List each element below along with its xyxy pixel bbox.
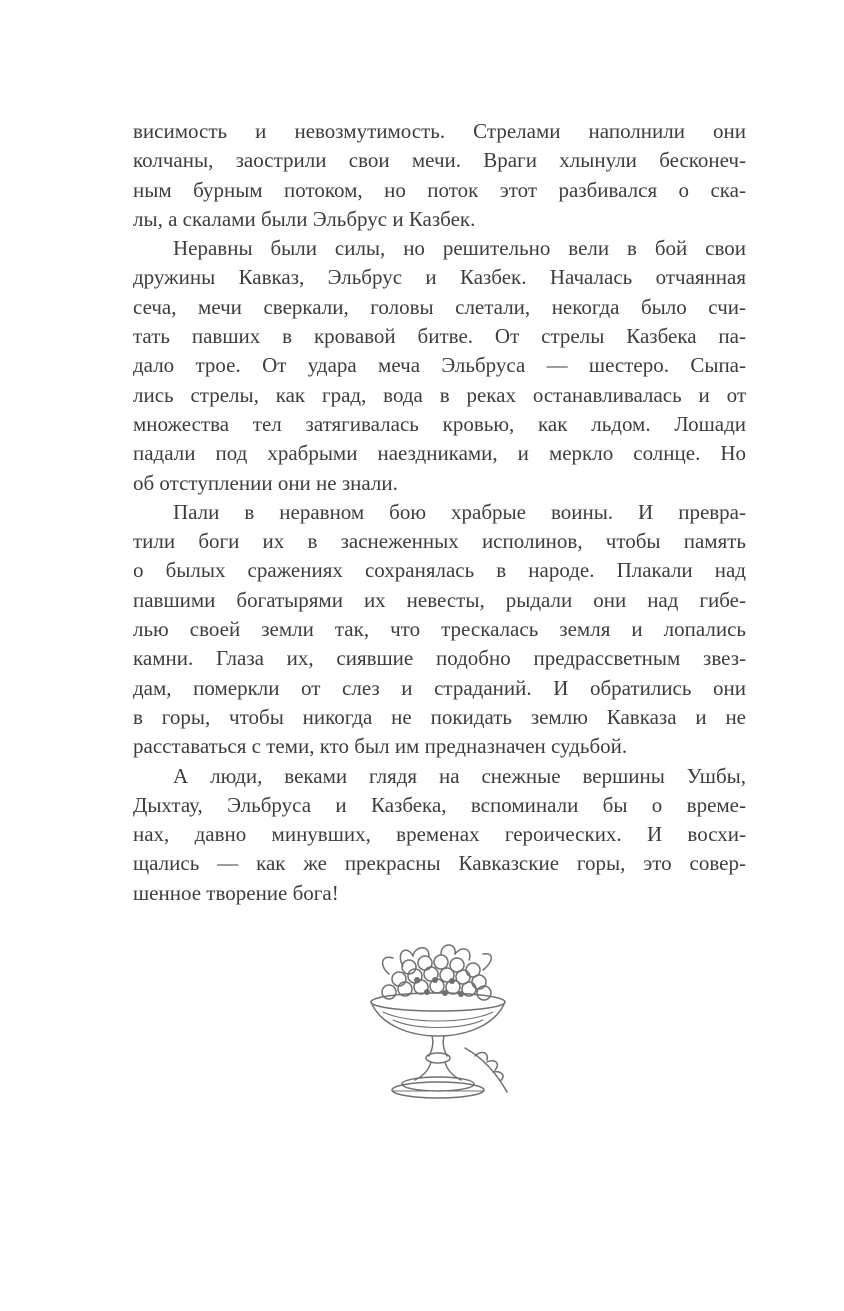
text-line: тили боги их в заснеженных исполинов, чтобы память bbox=[133, 529, 746, 554]
text-line: щались — как же прекрасны Кавказские горы, это совер- bbox=[133, 851, 746, 876]
text-line: о былых сражениях сохранялась в народе. Плакали над bbox=[133, 558, 746, 583]
paragraph bbox=[133, 498, 746, 762]
text-line: расставаться с теми, кто был им предназначен судьбой. bbox=[133, 734, 628, 759]
text-line: лись стрелы, как град, вода в реках останавливалась и от bbox=[133, 382, 746, 407]
text-line: дружины Кавказ, Эльбрус и Казбек. Началась отчаянная bbox=[133, 265, 746, 290]
text-line: в горы, чтобы никогда не покидать землю Кавказа и не bbox=[133, 704, 746, 729]
page-text bbox=[133, 117, 746, 908]
text-line: сеча, мечи сверкали, головы слетали, некогда было счи- bbox=[133, 294, 746, 319]
text-line: шенное творение бога! bbox=[133, 880, 339, 905]
paragraph bbox=[133, 117, 746, 234]
text-line: висимость и невозмутимость. Стрелами наполнили они bbox=[133, 119, 746, 143]
text-line: Пали в неравном бою храбрые воины. И превра- bbox=[173, 499, 746, 524]
text-line: об отступлении они не знали. bbox=[133, 470, 398, 495]
text-line: падали под храбрыми наездниками, и меркло солнце. Но bbox=[133, 441, 746, 466]
paragraph bbox=[133, 234, 746, 498]
text-line: дам, померкли от слез и страданий. И обратились они bbox=[133, 675, 746, 700]
text-line: ным бурным потоком, но поток этот разбивался о ска- bbox=[133, 177, 746, 202]
text-line: лы, а скалами были Эльбрус и Казбек. bbox=[133, 206, 476, 231]
text-line: павшими богатырями их невесты, рыдали они над гибе- bbox=[133, 587, 746, 612]
paragraph bbox=[133, 762, 746, 908]
text-line: нах, давно минувших, временах героических. И восхи- bbox=[133, 822, 746, 847]
text-line: дало трое. От удара меча Эльбруса — шестеро. Сыпа- bbox=[133, 353, 746, 378]
fruit-bowl-illustration bbox=[133, 940, 746, 1135]
text-line: лью своей земли так, что трескалась земля и лопались bbox=[133, 617, 746, 642]
text-line: камни. Глаза их, сиявшие подобно предрассветным звез- bbox=[133, 646, 746, 671]
fruit-bowl-svg bbox=[337, 940, 542, 1135]
text-line: Неравны были силы, но решительно вели в бой свои bbox=[173, 236, 746, 261]
text-line: А люди, веками глядя на снежные вершины Ушбы, bbox=[173, 763, 746, 788]
text-line: множества тел затягивалась кровью, как льдом. Лошади bbox=[133, 411, 746, 436]
text-line: Дыхтау, Эльбруса и Казбека, вспоминали бы о време- bbox=[133, 792, 746, 817]
text-line: колчаны, заострили свои мечи. Враги хлынули бесконеч- bbox=[133, 148, 746, 173]
text-line: тать павших в кровавой битве. От стрелы Казбека па- bbox=[133, 324, 746, 349]
